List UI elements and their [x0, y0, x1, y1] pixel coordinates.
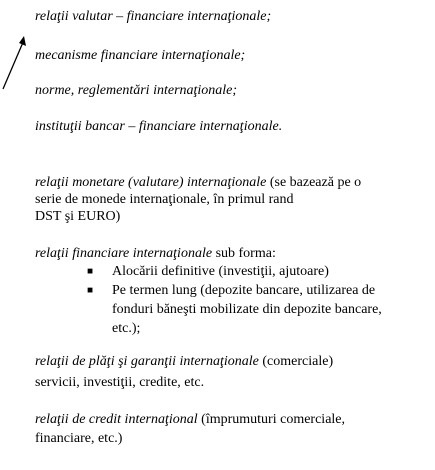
list-item: norme, reglementări internaţionale; [35, 83, 238, 98]
paragraph-text: sub forma: [212, 246, 276, 261]
bullet-icon: ■ [87, 285, 94, 296]
paragraph-text: (împrumuturi comerciale, [197, 412, 346, 427]
paragraph-text: (se bazează pe o [266, 175, 362, 190]
paragraph-payments [35, 353, 333, 370]
bullet-item: Pe termen lung (depozite bancare, utilizarea de [112, 283, 376, 298]
paragraph-heading: relaţii de plăţi şi garanţii internaţionale [35, 354, 259, 369]
paragraph-text: financiare, etc.) [35, 431, 123, 446]
paragraph-credit [35, 411, 345, 428]
paragraph-text: serie de monede internaţionale, în primul rand [35, 192, 294, 207]
paragraph-financial [35, 245, 276, 262]
bullet-item-continued: etc.); [112, 321, 141, 336]
list-item: relaţii valutar – financiare internaţionale; [35, 9, 272, 24]
paragraph-heading: relaţii monetare (valutare) internaţionale [35, 175, 267, 190]
paragraph-heading: relaţii de credit internaţional [35, 412, 198, 427]
list-item: instituţii bancar – financiare internaţionale. [35, 119, 283, 134]
paragraph-heading: relaţii financiare internaţionale [35, 246, 213, 261]
arrow-up-icon [0, 32, 30, 92]
bullet-item-continued: fonduri băneşti mobilizate din depozite bancare, [112, 302, 382, 317]
paragraph-text: DST şi EURO) [35, 209, 121, 224]
bullet-item: Alocării definitive (investiţii, ajutoare) [112, 264, 329, 279]
bullet-icon: ■ [87, 266, 94, 277]
list-item: mecanisme financiare internaţionale; [35, 48, 246, 63]
paragraph-text: (comerciale) [258, 354, 334, 369]
paragraph-text: servicii, investiţii, credite, etc. [35, 375, 205, 390]
paragraph-monetary [35, 174, 361, 191]
